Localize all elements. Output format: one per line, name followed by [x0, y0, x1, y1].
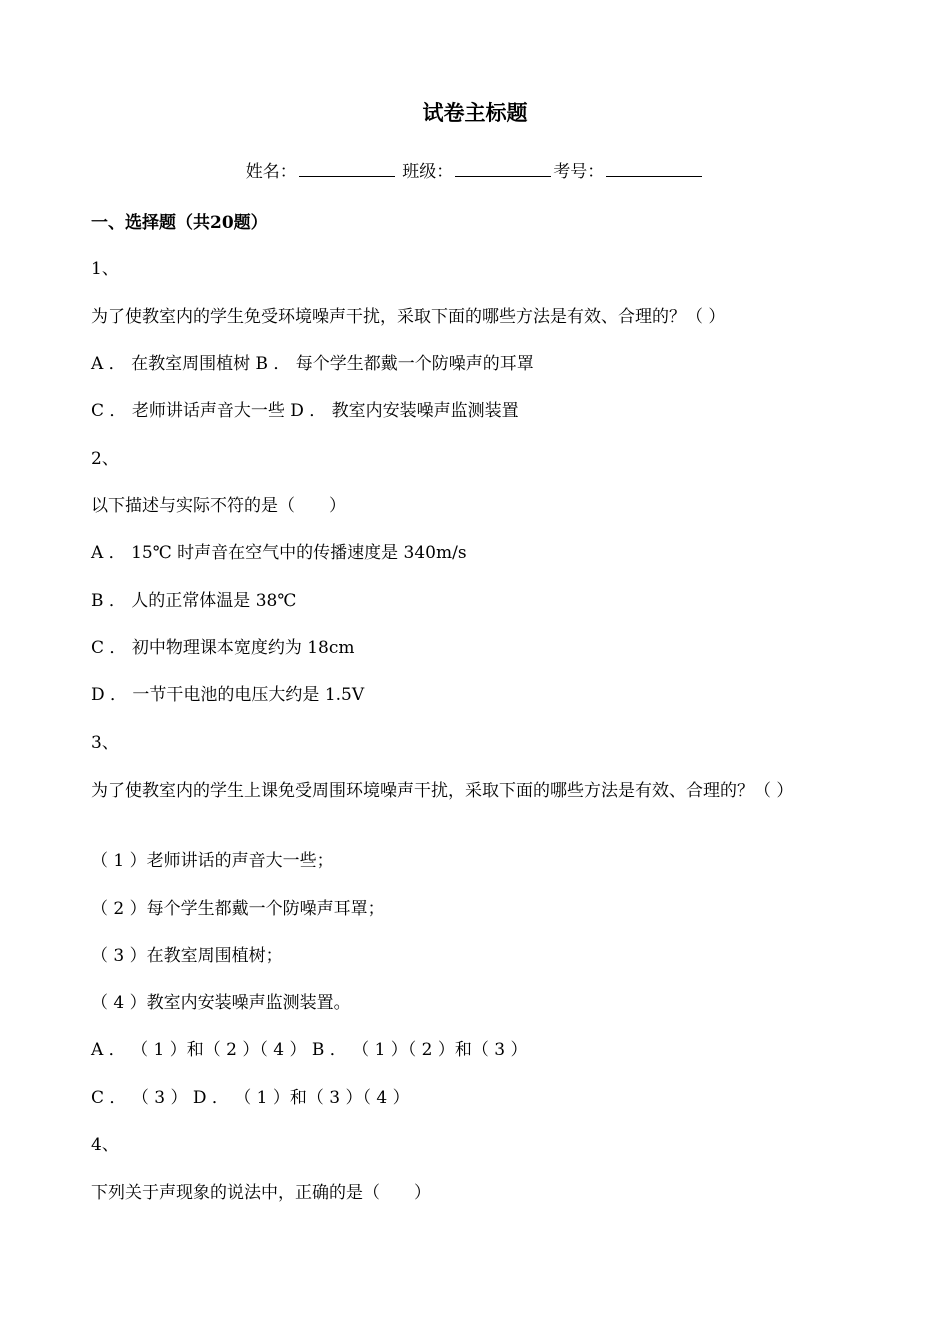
- question-option: B ． 人的正常体温是 38℃: [91, 591, 297, 611]
- number-blank[interactable]: [606, 158, 702, 177]
- question-number: 4、: [91, 1135, 119, 1155]
- class-blank[interactable]: [455, 158, 551, 177]
- name-blank[interactable]: [299, 158, 395, 177]
- question-statement: （ 2 ）每个学生都戴一个防噪声耳罩；: [91, 899, 385, 919]
- question-stem: 以下描述与实际不符的是（ ）: [91, 496, 346, 516]
- question-options: A ． （ 1 ）和（ 2 ）（ 4 ） B ． （ 1 ）（ 2 ）和（ 3 ）: [91, 1040, 528, 1060]
- question-stem: 为了使教室内的学生上课免受周围环境噪声干扰，采取下面的哪些方法是有效、合理的？（ ）: [91, 781, 794, 801]
- question-option: C ． 初中物理课本宽度约为 18cm: [91, 638, 355, 658]
- question-option: A ． 15℃ 时声音在空气中的传播速度是 340m/s: [91, 543, 467, 563]
- question-stem: 为了使教室内的学生免受环境噪声干扰，采取下面的哪些方法是有效、合理的？（ ）: [91, 307, 726, 327]
- exam-title: 试卷主标题: [422, 100, 528, 125]
- number-label: 考号：: [553, 162, 605, 182]
- question-number: 2、: [91, 449, 119, 469]
- question-stem: 下列关于声现象的说法中，正确的是（ ）: [91, 1183, 431, 1203]
- question-options: C ． （ 3 ） D ． （ 1 ）和（ 3 ）（ 4 ）: [91, 1088, 410, 1108]
- class-label: 班级：: [402, 162, 454, 182]
- question-statement: （ 4 ）教室内安装噪声监测装置。: [91, 993, 351, 1013]
- name-label: 姓名：: [245, 162, 297, 182]
- question-statement: （ 1 ）老师讲话的声音大一些；: [91, 851, 334, 871]
- question-number: 1、: [91, 259, 119, 279]
- question-number: 3、: [91, 733, 119, 753]
- section-header: 一、选择题（共20题）: [91, 213, 268, 233]
- question-option: D ． 一节干电池的电压大约是 1.5V: [91, 685, 365, 705]
- question-statement: （ 3 ）在教室周围植树；: [91, 946, 283, 966]
- student-info-line: [0, 158, 950, 185]
- question-options: A ． 在教室周围植树 B ． 每个学生都戴一个防噪声的耳罩: [91, 354, 534, 374]
- question-options: C ． 老师讲话声音大一些 D ． 教室内安装噪声监测装置: [91, 401, 519, 421]
